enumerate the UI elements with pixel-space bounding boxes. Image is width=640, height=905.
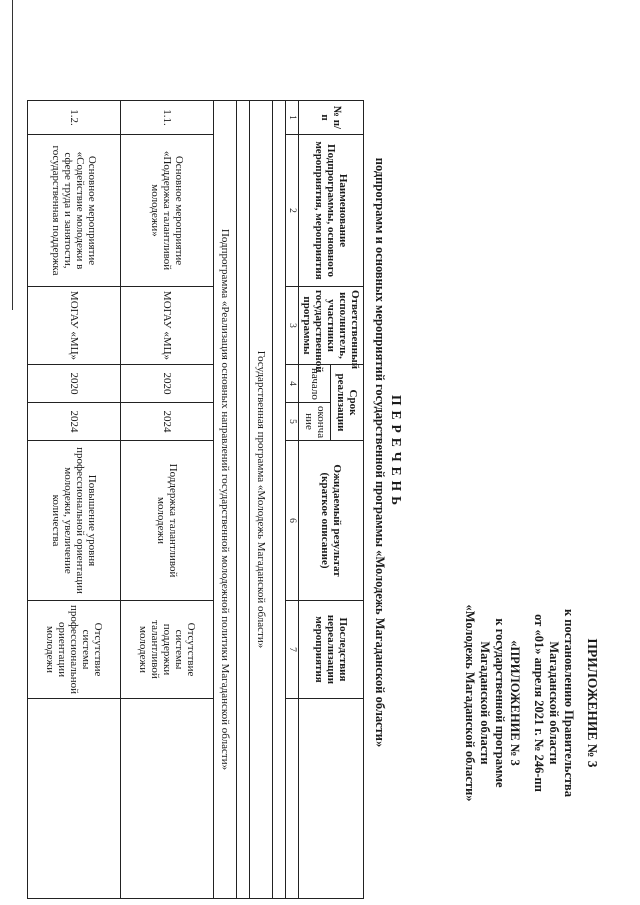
appendix-header (462, 543, 600, 863)
header-period: Срок реализации (331, 365, 364, 441)
header-line: «Молодежь Магаданской области» (463, 604, 477, 802)
row-end: 2024 (121, 403, 214, 441)
document-title (372, 0, 405, 905)
table-row (121, 101, 214, 899)
header-start: начало (299, 365, 332, 403)
row-start: 2020 (28, 365, 121, 403)
row-result: Повышение уровня профессиональной ориентации молодежи, увеличение количества (28, 441, 121, 601)
column-number: 6 (286, 441, 299, 601)
row-executor: МОГАУ «МЦ» (28, 287, 121, 365)
header-result: Ожидаемый результат (краткое описание) (299, 441, 364, 601)
empty-cell (273, 101, 286, 899)
header-number: № п/п (299, 101, 364, 135)
header-executor: Ответственный исполнитель, участники государственной программы (299, 287, 364, 365)
empty-cell (28, 699, 121, 899)
empty-cell (299, 699, 364, 899)
row-result: Поддержка талантливой молодежи (121, 441, 214, 601)
header-line: от «01» апреля 2021 г. № 246-пп (532, 614, 546, 792)
header-line: Магаданской области (478, 641, 492, 765)
section-row (250, 101, 273, 899)
header-line: Магаданской области (547, 641, 561, 765)
header-end: оконча ние (299, 403, 332, 441)
title-subheading: подпрограмм и основных мероприятий государственной программы «Молодежь Магаданской области» (373, 157, 387, 748)
row-start: 2020 (121, 365, 214, 403)
table-header-row (331, 101, 364, 899)
section-row (214, 101, 237, 899)
column-number: 1 (286, 101, 299, 135)
row-number: 1.1. (121, 101, 214, 135)
row-name: Основное мероприятие «Поддержка талантливой молодежи» (121, 135, 214, 287)
column-numbers-row (286, 101, 299, 899)
row-executor: МОГАУ «МЦ» (121, 287, 214, 365)
column-number: 5 (286, 403, 299, 441)
subprogram-title: Подпрограмма «Реализация основных направлений государственной молодежной политики Магаданской области» (214, 101, 237, 899)
row-name: Основное мероприятие «Содействие молодежи в сфере труда и занятости, государственная поддержка (28, 135, 121, 287)
column-number: 3 (286, 287, 299, 365)
column-number: 2 (286, 135, 299, 287)
row-consequences: Отсутствие системы поддержки талантливой молодежи (121, 601, 214, 699)
header-name: Наименование Подпрограммы, основного мероприятия, мероприятия (299, 135, 364, 287)
appendix-title: ПРИЛОЖЕНИЕ № 3 (585, 638, 600, 768)
scan-edge-line (12, 0, 13, 310)
row-end: 2024 (28, 403, 121, 441)
program-title: Государственная программа «Молодежь Магаданской области» (250, 101, 273, 899)
blank-row (237, 101, 250, 899)
column-number: 7 (286, 601, 299, 699)
header-line: «ПРИЛОЖЕНИЕ № 3 (508, 640, 522, 766)
blank-row (273, 101, 286, 899)
row-number: 1.2. (28, 101, 121, 135)
empty-cell (121, 699, 214, 899)
empty-cell (237, 101, 250, 899)
empty-cell (286, 699, 299, 899)
title-perechen: ПЕРЕЧЕНЬ (389, 394, 404, 511)
header-consequences: Последствия нереализации мероприятия (299, 601, 364, 699)
row-consequences: Отсутствие системы профессиональной ориентации молодежи (28, 601, 121, 699)
table-row (28, 101, 121, 899)
activities-table (27, 100, 364, 899)
header-line: к государственной программе (493, 618, 507, 788)
header-line: к постановлению Правительства (562, 608, 576, 798)
column-number: 4 (286, 365, 299, 403)
